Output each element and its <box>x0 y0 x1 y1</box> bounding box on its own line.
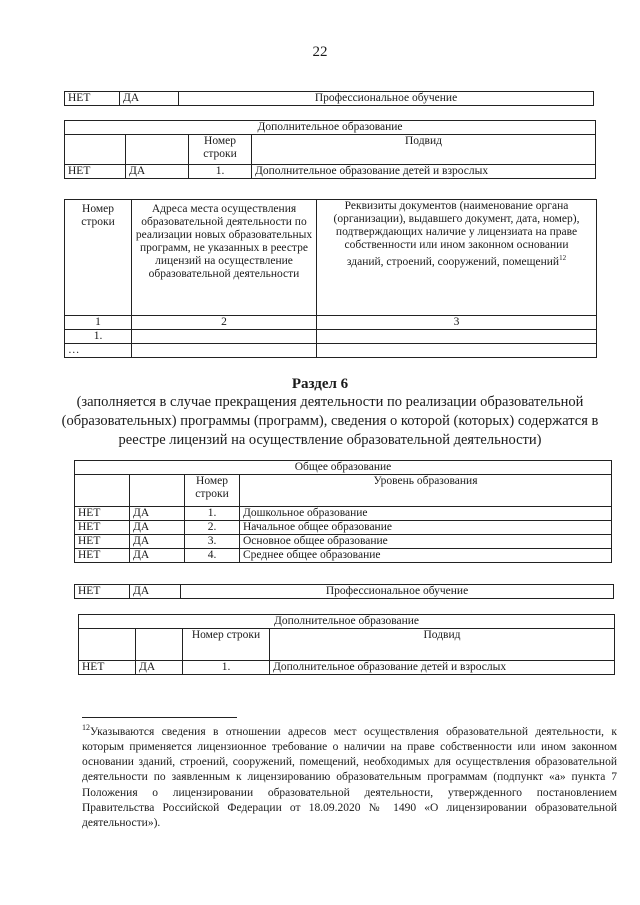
no-cell: НЕТ <box>75 507 130 521</box>
row-ellipsis: … <box>65 344 132 358</box>
col-subtype-header: Подвид <box>270 629 615 661</box>
prof-training-table <box>64 91 594 106</box>
col-subtype-header: Подвид <box>252 135 596 165</box>
additional-education-table <box>64 120 596 179</box>
level-value: Начальное общее образование <box>240 521 612 535</box>
subtype-value: Дополнительное образование детей и взрослых <box>270 661 615 675</box>
yes-cell: ДА <box>130 585 181 599</box>
general-education-table <box>74 460 612 563</box>
col-level-header: Уровень образования <box>240 475 612 507</box>
row-number: 1. <box>189 165 252 179</box>
yes-cell: ДА <box>130 535 185 549</box>
col-number-header: Номер строки <box>183 629 270 661</box>
section-description: (заполняется в случае прекращения деятельности по реализации образовательной (образовательных) программы (программ), сведения о которой (которых) содержатся в реестре лицензий на осуществление образовательной деятельности) <box>61 394 599 448</box>
footnote <box>82 720 617 831</box>
page-number: 22 <box>312 44 328 60</box>
docs-header-text: Реквизиты документов (наименование органа (организации), выдавшего документ, дата, номер), подтверждающих наличие у лицензиата на праве собственности или ином законном основании зданий, строений, сооружений, помещений <box>333 200 580 268</box>
col-number-header: Номер строки <box>189 135 252 165</box>
col-index: 1 <box>65 316 132 330</box>
subtype-value: Дополнительное образование детей и взрослых <box>252 165 596 179</box>
row-number: 1. <box>65 330 132 344</box>
level-value: Основное общее образование <box>240 535 612 549</box>
footnote-mark: 12 <box>82 723 90 732</box>
yes-cell: ДА <box>130 507 185 521</box>
additional-education-table-2 <box>78 614 615 675</box>
no-cell: НЕТ <box>65 92 120 106</box>
no-cell: НЕТ <box>79 661 136 675</box>
prof-label: Профессиональное обучение <box>179 92 594 106</box>
yes-cell: ДА <box>130 521 185 535</box>
prof-label: Профессиональное обучение <box>181 585 614 599</box>
yes-cell: ДА <box>130 549 185 563</box>
row-number: 2. <box>185 521 240 535</box>
col-number-header: Номер строки <box>185 475 240 507</box>
addr-col-address-header: Адреса места осуществления образовательной деятельности по реализации новых образовательных программ, не указанных в реестре лицензий на осуществление образовательной деятельности <box>132 200 317 316</box>
footnote-ref: 12 <box>559 254 567 262</box>
prof-training-table-2 <box>74 584 614 599</box>
no-cell: НЕТ <box>75 549 130 563</box>
no-cell: НЕТ <box>75 535 130 549</box>
addr-col-docs-header <box>317 200 597 316</box>
additional-education-title: Дополнительное образование <box>79 615 615 629</box>
row-number: 3. <box>185 535 240 549</box>
yes-cell: ДА <box>136 661 183 675</box>
level-value: Дошкольное образование <box>240 507 612 521</box>
col-index: 2 <box>132 316 317 330</box>
col-index: 3 <box>317 316 597 330</box>
general-education-title: Общее образование <box>75 461 612 475</box>
yes-cell: ДА <box>126 165 189 179</box>
no-cell: НЕТ <box>65 165 126 179</box>
section-title: Раздел 6 <box>291 376 349 392</box>
row-number: 1. <box>185 507 240 521</box>
no-cell: НЕТ <box>75 521 130 535</box>
addr-col-number-header: Номер строки <box>65 200 132 316</box>
footnote-separator <box>82 717 237 718</box>
addresses-table <box>64 199 597 358</box>
no-cell: НЕТ <box>75 585 130 599</box>
footnote-text: Указываются сведения в отношении адресов мест осуществления образовательной деятельности, к которым применяется лицензионное требование о наличии на праве собственности или ином законном основании зданий, строений, сооружений, помещений, необходимых для осуществления образовательной деятельности по заявленным к лицензированию образовательным программам (подпункт «а» пункта 7 Положения о лицензировании образовательной деятельности, утвержденного постановлением Правительства Российской Федерации от 18.09.2020 № 1490 «О лицензировании образовательной деятельности»). <box>82 725 617 830</box>
row-number: 1. <box>183 661 270 675</box>
level-value: Среднее общее образование <box>240 549 612 563</box>
yes-cell: ДА <box>120 92 179 106</box>
row-number: 4. <box>185 549 240 563</box>
additional-education-title: Дополнительное образование <box>65 121 596 135</box>
